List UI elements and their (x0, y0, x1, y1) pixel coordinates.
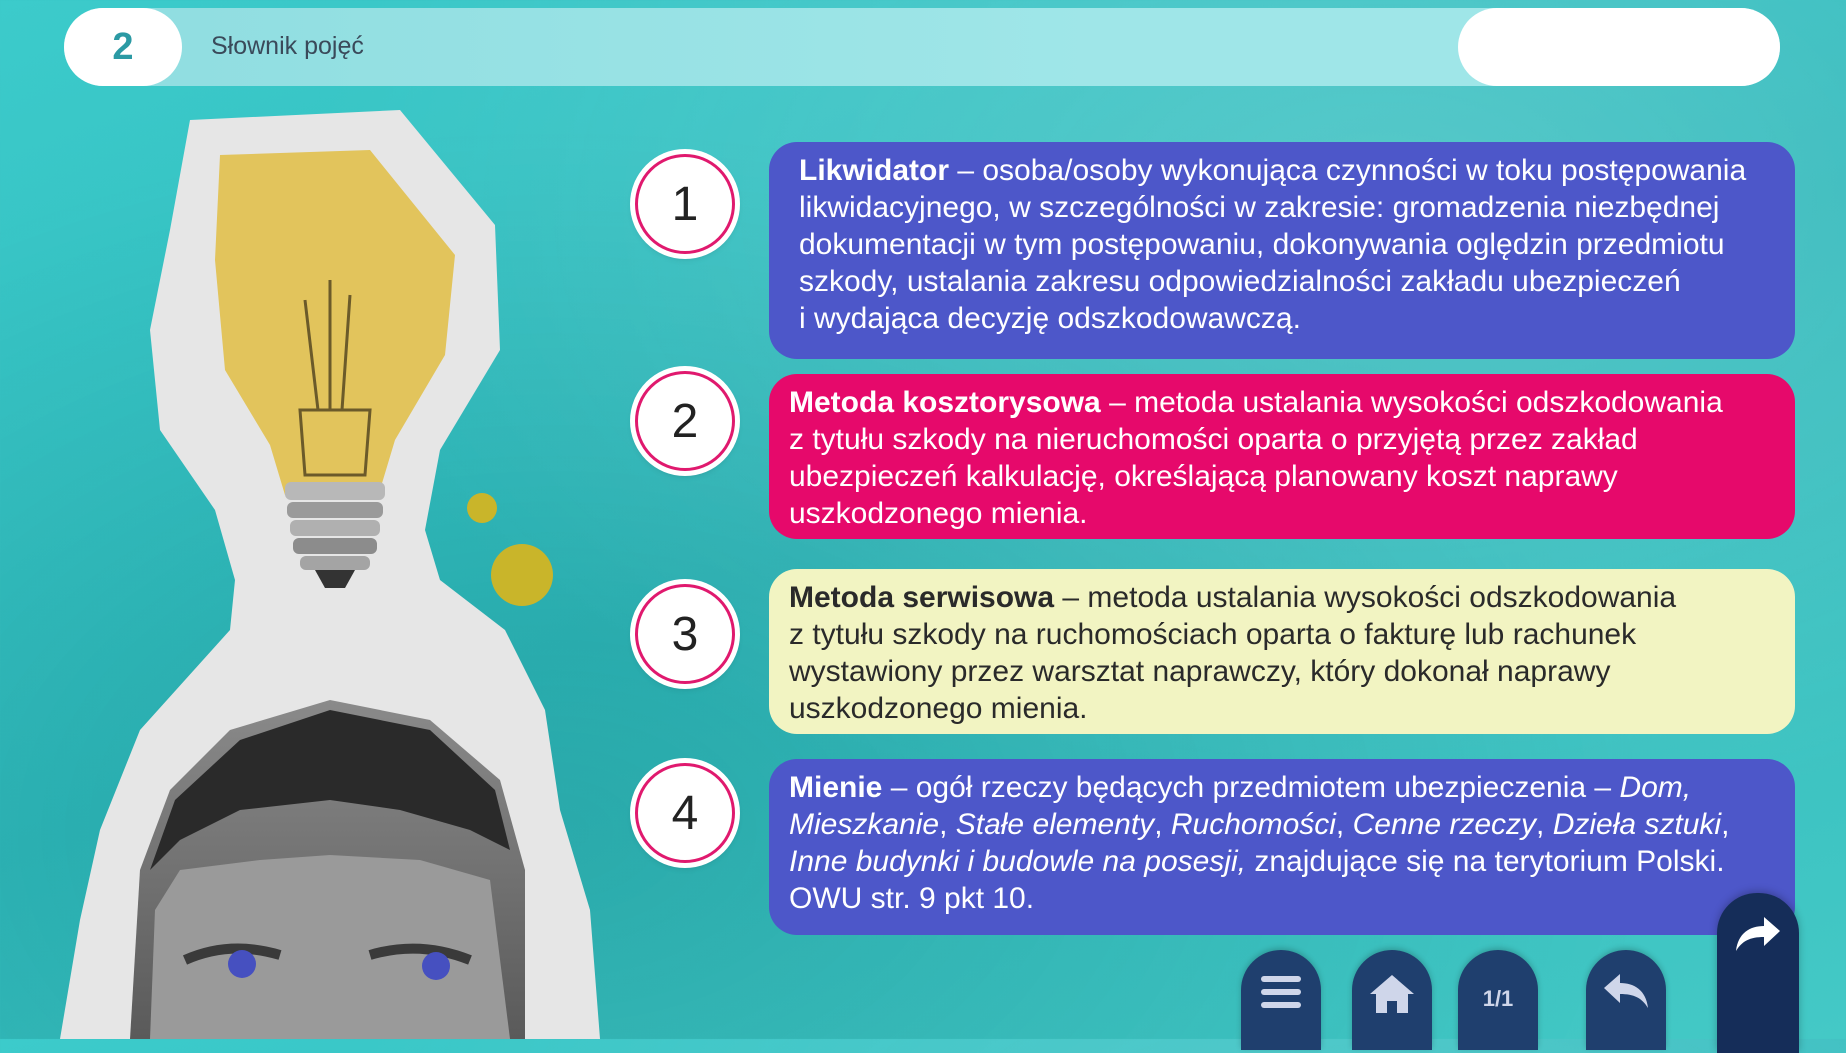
card-text: – metoda ustalania wysokości odszkodowania (1054, 581, 1677, 614)
card-line: likwidacyjnego, w szczególności w zakresie: gromadzenia niezbędnej (799, 191, 1720, 224)
card-line: ubezpieczeń kalkulację, określającą planowany koszt naprawy (789, 460, 1618, 493)
term-title: Metoda serwisowa (789, 581, 1055, 614)
header-right-pill (1458, 8, 1780, 86)
card-italic: Stałe elementy (955, 808, 1155, 841)
card-line (789, 843, 1775, 880)
page-indicator (1458, 950, 1538, 1050)
back-button[interactable] (1586, 950, 1666, 1050)
card-line: wystawiony przez warsztat naprawczy, który dokonał naprawy (789, 655, 1611, 688)
card-sep: , (1335, 808, 1353, 841)
term-number-2 (635, 371, 735, 471)
term-title: Metoda kosztorysowa (789, 386, 1101, 419)
term-title: Mienie (789, 771, 883, 804)
term-number-1 (635, 154, 735, 254)
decorative-dot-small (467, 493, 497, 523)
card-text: – osoba/osoby wykonująca czynności w toku postępowania (949, 154, 1747, 187)
menu-icon (1259, 972, 1303, 1012)
term-title: Likwidator (799, 154, 950, 187)
card-line (789, 384, 1775, 421)
decorative-dot-large (491, 544, 553, 606)
term-number-4 (635, 763, 735, 863)
card-line (789, 806, 1775, 843)
card-italic: Dzieła sztuki (1552, 808, 1722, 841)
term-number-2-text: 2 (671, 394, 699, 448)
card-sep: , (1154, 808, 1171, 841)
card-line: z tytułu szkody na nieruchomości oparta o przyjętą przez zakład (789, 423, 1638, 456)
card-italic: Dom, (1619, 771, 1692, 804)
card-line (789, 769, 1775, 806)
card-line (799, 152, 1775, 189)
card-text: – metoda ustalania wysokości odszkodowania (1100, 386, 1723, 419)
definition-card-metoda-kosztorysowa (769, 374, 1795, 539)
card-italic: Inne budynki i budowle na posesji, (789, 845, 1246, 878)
term-number-4-text: 4 (671, 786, 699, 840)
card-line: uszkodzonego mienia. (789, 692, 1088, 725)
definition-card-likwidator (769, 142, 1795, 359)
home-icon (1367, 972, 1417, 1016)
card-sep: , (1536, 808, 1553, 841)
home-button[interactable] (1352, 950, 1432, 1050)
slide-number: 2 (112, 25, 134, 68)
card-line: dokumentacji w tym postępowaniu, dokonywania oględzin przedmiotu (799, 228, 1725, 261)
page-indicator-text: 1/1 (1482, 986, 1514, 1011)
term-number-1-text: 1 (671, 177, 699, 231)
page-title: Słownik pojęć (211, 32, 364, 60)
card-line (789, 579, 1775, 616)
card-italic: Cenne rzeczy (1352, 808, 1537, 841)
forward-arrow-icon (1734, 915, 1782, 955)
card-text: znajdujące się na terytorium Polski. (1245, 845, 1725, 878)
card-line: szkody, ustalania zakresu odpowiedzialności zakładu ubezpieczeń (799, 265, 1681, 298)
term-number-3 (635, 584, 735, 684)
definition-card-metoda-serwisowa (769, 569, 1795, 734)
menu-button[interactable] (1241, 950, 1321, 1050)
card-italic: Mieszkanie (789, 808, 940, 841)
card-sep: , (1721, 808, 1730, 841)
next-button[interactable] (1717, 893, 1799, 1053)
slide-number-badge (64, 8, 182, 86)
card-italic: Ruchomości (1170, 808, 1336, 841)
card-line: i wydająca decyzję odszkodowawczą. (799, 302, 1301, 335)
card-line: uszkodzonego mienia. (789, 497, 1088, 530)
card-line: OWU str. 9 pkt 10. (789, 882, 1035, 915)
back-arrow-icon (1602, 972, 1650, 1012)
card-line: z tytułu szkody na ruchomościach oparta o fakturę lub rachunek (789, 618, 1637, 651)
definition-card-mienie (769, 759, 1795, 935)
card-text: – ogół rzeczy będących przedmiotem ubezpieczenia – (882, 771, 1620, 804)
card-sep: , (939, 808, 956, 841)
term-number-3-text: 3 (671, 607, 699, 661)
